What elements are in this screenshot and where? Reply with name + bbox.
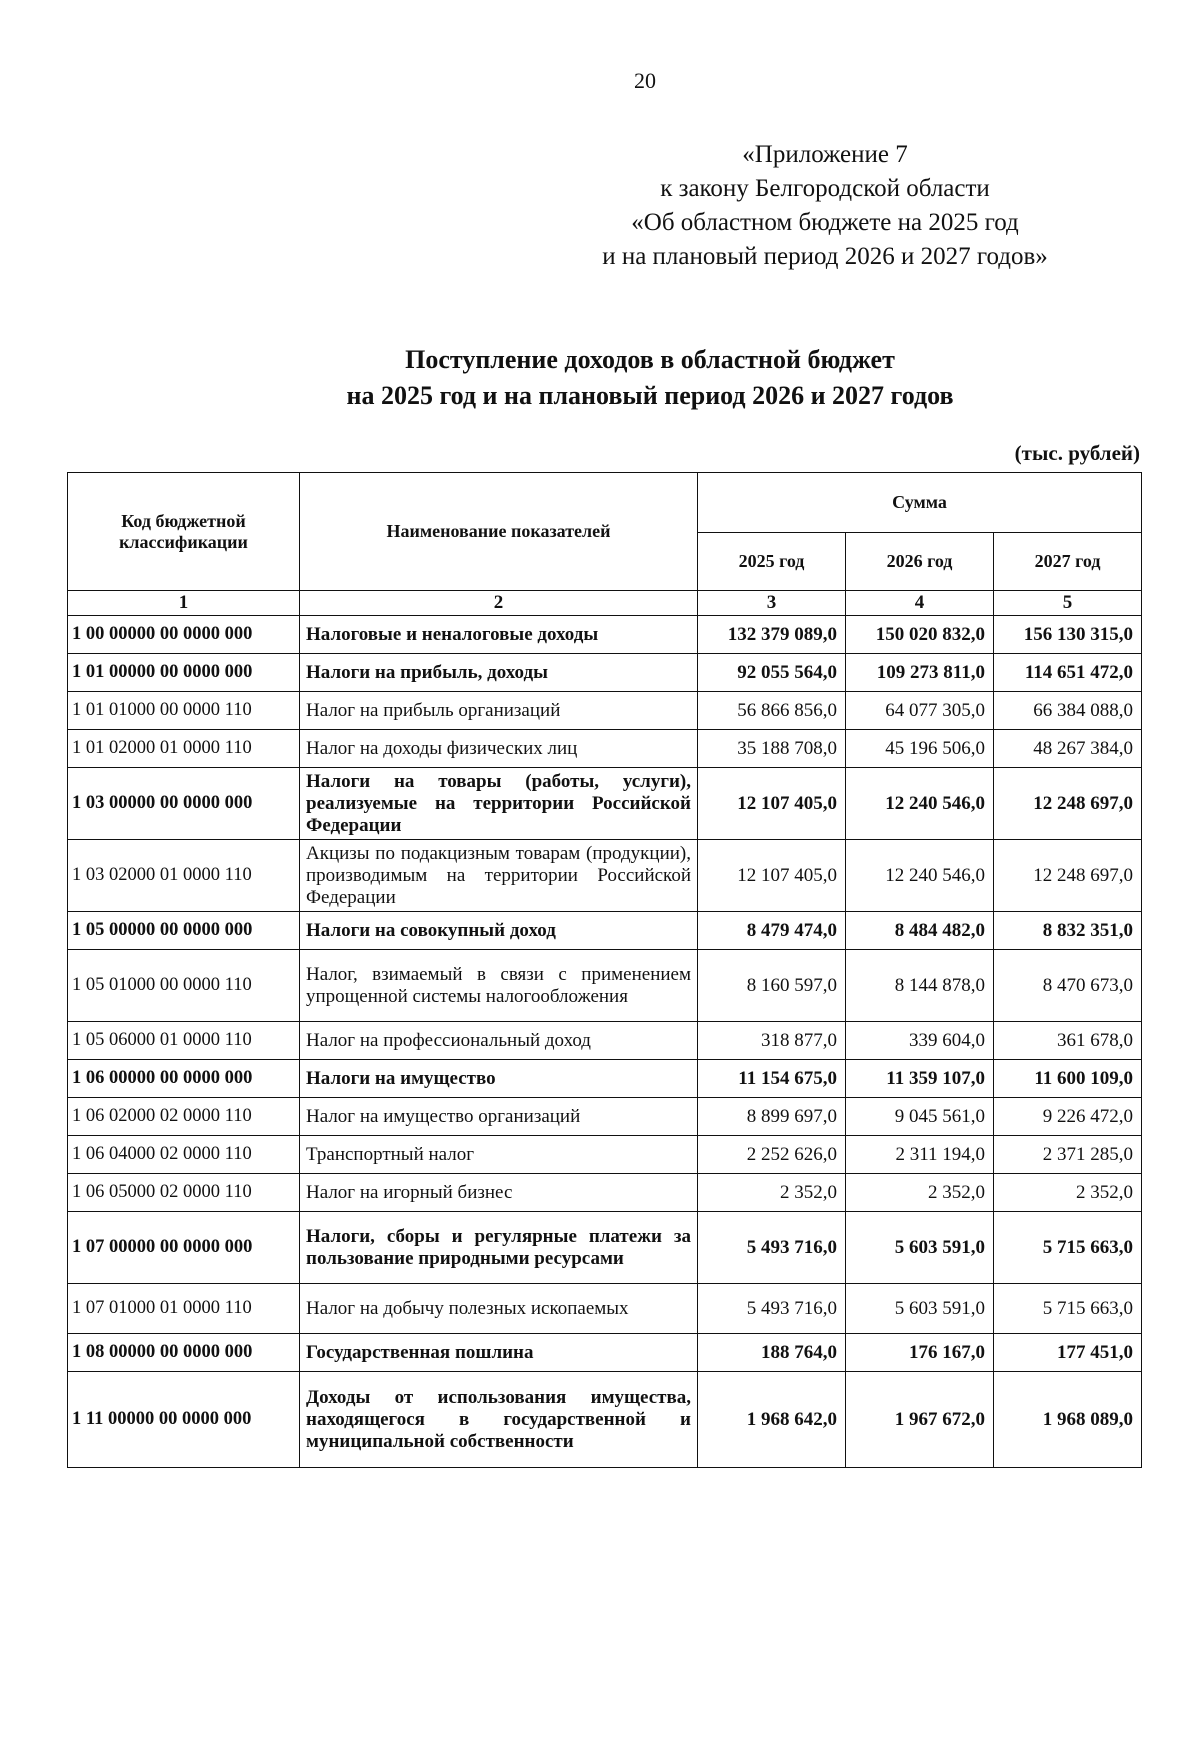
appendix-header — [520, 138, 1130, 274]
table-row — [68, 1284, 1142, 1334]
name-cell: Транспортный налог — [300, 1136, 698, 1174]
header-year-2026: 2026 год — [846, 533, 994, 591]
value-2026-cell: 339 604,0 — [846, 1022, 994, 1060]
table-row — [68, 950, 1142, 1022]
table-row — [68, 912, 1142, 950]
value-2025-cell: 5 493 716,0 — [698, 1284, 846, 1334]
table-row — [68, 1174, 1142, 1212]
table-row — [68, 616, 1142, 654]
title-line-2: на 2025 год и на плановый период 2026 и 2027 годов — [346, 381, 954, 410]
value-2025-cell: 35 188 708,0 — [698, 730, 846, 768]
value-2026-cell: 176 167,0 — [846, 1334, 994, 1372]
value-2026-cell: 5 603 591,0 — [846, 1284, 994, 1334]
title-line-1: Поступление доходов в областной бюджет — [405, 345, 895, 374]
value-2026-cell: 8 484 482,0 — [846, 912, 994, 950]
value-2027-cell: 11 600 109,0 — [994, 1060, 1142, 1098]
code-cell: 1 07 00000 00 0000 000 — [68, 1212, 300, 1284]
name-cell: Налоговые и неналоговые доходы — [300, 616, 698, 654]
table-row — [68, 730, 1142, 768]
column-number: 1 — [68, 591, 300, 616]
value-2027-cell: 12 248 697,0 — [994, 768, 1142, 840]
header-code: Код бюджетной классификации — [68, 473, 300, 591]
code-cell: 1 03 00000 00 0000 000 — [68, 768, 300, 840]
appendix-line-2: к закону Белгородской области — [660, 175, 990, 202]
name-cell: Налог на прибыль организаций — [300, 692, 698, 730]
appendix-line-3: «Об областном бюджете на 2025 год — [631, 209, 1019, 236]
column-number: 5 — [994, 591, 1142, 616]
name-cell: Налоги на прибыль, доходы — [300, 654, 698, 692]
value-2027-cell: 9 226 472,0 — [994, 1098, 1142, 1136]
value-2027-cell: 8 832 351,0 — [994, 912, 1142, 950]
table-row — [68, 840, 1142, 912]
header-sum: Сумма — [698, 473, 1142, 533]
header-name: Наименование показателей — [300, 473, 698, 591]
value-2025-cell: 1 968 642,0 — [698, 1372, 846, 1468]
value-2025-cell: 8 899 697,0 — [698, 1098, 846, 1136]
column-number: 4 — [846, 591, 994, 616]
name-cell: Доходы от использования имущества, находящегося в государственной и муниципальной собственности — [300, 1372, 698, 1468]
table-row — [68, 1136, 1142, 1174]
code-cell: 1 03 02000 01 0000 110 — [68, 840, 300, 912]
value-2025-cell: 2 352,0 — [698, 1174, 846, 1212]
value-2025-cell: 5 493 716,0 — [698, 1212, 846, 1284]
appendix-line-1: «Приложение 7 — [742, 141, 908, 168]
name-cell: Налог на добычу полезных ископаемых — [300, 1284, 698, 1334]
code-cell: 1 01 01000 00 0000 110 — [68, 692, 300, 730]
value-2025-cell: 132 379 089,0 — [698, 616, 846, 654]
header-year-2027: 2027 год — [994, 533, 1142, 591]
table-row — [68, 692, 1142, 730]
value-2026-cell: 2 352,0 — [846, 1174, 994, 1212]
value-2025-cell: 12 107 405,0 — [698, 840, 846, 912]
code-cell: 1 07 01000 01 0000 110 — [68, 1284, 300, 1334]
code-cell: 1 05 01000 00 0000 110 — [68, 950, 300, 1022]
code-cell: 1 00 00000 00 0000 000 — [68, 616, 300, 654]
value-2025-cell: 92 055 564,0 — [698, 654, 846, 692]
value-2027-cell: 177 451,0 — [994, 1334, 1142, 1372]
code-cell: 1 06 00000 00 0000 000 — [68, 1060, 300, 1098]
table-row — [68, 1372, 1142, 1468]
value-2026-cell: 2 311 194,0 — [846, 1136, 994, 1174]
value-2026-cell: 12 240 546,0 — [846, 768, 994, 840]
value-2026-cell: 1 967 672,0 — [846, 1372, 994, 1468]
appendix-line-4: и на плановый период 2026 и 2027 годов» — [602, 243, 1048, 270]
value-2025-cell: 8 479 474,0 — [698, 912, 846, 950]
table-row — [68, 1060, 1142, 1098]
value-2027-cell: 156 130 315,0 — [994, 616, 1142, 654]
value-2027-cell: 48 267 384,0 — [994, 730, 1142, 768]
value-2027-cell: 361 678,0 — [994, 1022, 1142, 1060]
units-label: (тыс. рублей) — [1014, 441, 1140, 465]
value-2025-cell: 12 107 405,0 — [698, 768, 846, 840]
code-cell: 1 05 00000 00 0000 000 — [68, 912, 300, 950]
value-2025-cell: 2 252 626,0 — [698, 1136, 846, 1174]
value-2026-cell: 109 273 811,0 — [846, 654, 994, 692]
value-2026-cell: 11 359 107,0 — [846, 1060, 994, 1098]
value-2026-cell: 8 144 878,0 — [846, 950, 994, 1022]
code-cell: 1 06 05000 02 0000 110 — [68, 1174, 300, 1212]
code-cell: 1 06 04000 02 0000 110 — [68, 1136, 300, 1174]
value-2025-cell: 8 160 597,0 — [698, 950, 846, 1022]
table-row — [68, 1022, 1142, 1060]
code-cell: 1 05 06000 01 0000 110 — [68, 1022, 300, 1060]
value-2025-cell: 318 877,0 — [698, 1022, 846, 1060]
table-row — [68, 1098, 1142, 1136]
code-cell: 1 01 00000 00 0000 000 — [68, 654, 300, 692]
value-2025-cell: 56 866 856,0 — [698, 692, 846, 730]
column-number: 3 — [698, 591, 846, 616]
value-2026-cell: 64 077 305,0 — [846, 692, 994, 730]
value-2026-cell: 45 196 506,0 — [846, 730, 994, 768]
name-cell: Налоги на товары (работы, услуги), реализуемые на территории Российской Федерации — [300, 768, 698, 840]
value-2025-cell: 188 764,0 — [698, 1334, 846, 1372]
name-cell: Налоги, сборы и регулярные платежи за пользование природными ресурсами — [300, 1212, 698, 1284]
value-2026-cell: 9 045 561,0 — [846, 1098, 994, 1136]
value-2027-cell: 2 352,0 — [994, 1174, 1142, 1212]
name-cell: Акцизы по подакцизным товарам (продукции), производимым на территории Российской Федерации — [300, 840, 698, 912]
table-row — [68, 1334, 1142, 1372]
value-2026-cell: 5 603 591,0 — [846, 1212, 994, 1284]
value-2026-cell: 150 020 832,0 — [846, 616, 994, 654]
code-cell: 1 01 02000 01 0000 110 — [68, 730, 300, 768]
value-2027-cell: 5 715 663,0 — [994, 1212, 1142, 1284]
name-cell: Налог на имущество организаций — [300, 1098, 698, 1136]
value-2027-cell: 5 715 663,0 — [994, 1284, 1142, 1334]
name-cell: Налог на игорный бизнес — [300, 1174, 698, 1212]
value-2025-cell: 11 154 675,0 — [698, 1060, 846, 1098]
value-2026-cell: 12 240 546,0 — [846, 840, 994, 912]
page-number: 20 — [634, 68, 656, 93]
header-year-2025: 2025 год — [698, 533, 846, 591]
column-number-row — [68, 591, 1142, 616]
column-number: 2 — [300, 591, 698, 616]
name-cell: Налог на профессиональный доход — [300, 1022, 698, 1060]
name-cell: Налоги на совокупный доход — [300, 912, 698, 950]
value-2027-cell: 66 384 088,0 — [994, 692, 1142, 730]
code-cell: 1 06 02000 02 0000 110 — [68, 1098, 300, 1136]
document-title — [60, 342, 1200, 414]
income-table — [67, 472, 1142, 1468]
value-2027-cell: 1 968 089,0 — [994, 1372, 1142, 1468]
table-body — [68, 591, 1142, 1468]
name-cell: Налог, взимаемый в связи с применением упрощенной системы налогообложения — [300, 950, 698, 1022]
value-2027-cell: 8 470 673,0 — [994, 950, 1142, 1022]
table-row — [68, 654, 1142, 692]
table-row — [68, 768, 1142, 840]
value-2027-cell: 12 248 697,0 — [994, 840, 1142, 912]
value-2027-cell: 114 651 472,0 — [994, 654, 1142, 692]
code-cell: 1 08 00000 00 0000 000 — [68, 1334, 300, 1372]
name-cell: Налоги на имущество — [300, 1060, 698, 1098]
code-cell: 1 11 00000 00 0000 000 — [68, 1372, 300, 1468]
value-2027-cell: 2 371 285,0 — [994, 1136, 1142, 1174]
table-row — [68, 1212, 1142, 1284]
name-cell: Государственная пошлина — [300, 1334, 698, 1372]
name-cell: Налог на доходы физических лиц — [300, 730, 698, 768]
